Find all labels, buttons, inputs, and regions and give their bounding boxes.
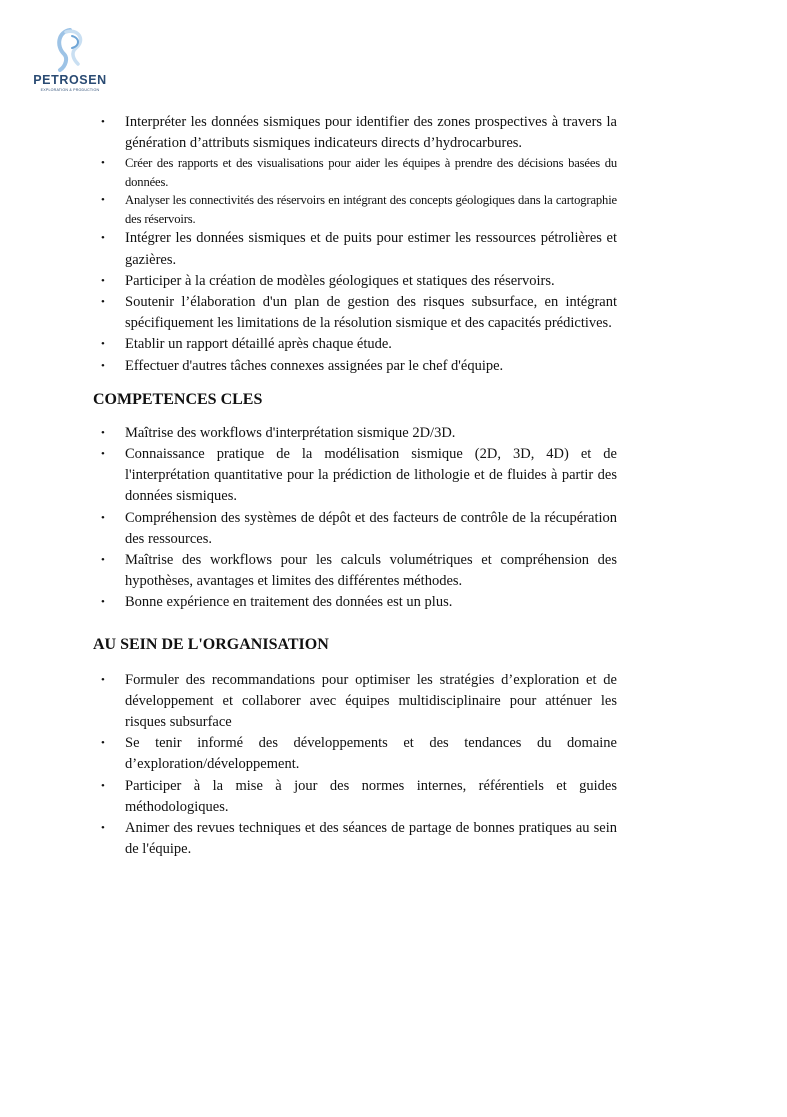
list-item: • Maîtrise des workflows d'interprétation sismique 2D/3D.: [93, 423, 617, 444]
list-item: • Effectuer d'autres tâches connexes assignées par le chef d'équipe.: [93, 356, 617, 377]
section-heading-competences: COMPETENCES CLES: [93, 390, 263, 408]
list-item: • Animer des revues techniques et des séances de partage de bonnes pratiques au sein de l'équipe.: [101, 820, 617, 858]
bullet-icon: •: [101, 448, 105, 461]
bullet-icon: •: [101, 359, 105, 372]
petrosen-logo: [30, 26, 110, 98]
bullet-icon: •: [101, 822, 105, 835]
section-heading-organisation: AU SEIN DE L'ORGANISATION: [93, 635, 329, 653]
list-item: • Se tenir informé des développements et des tendances du domaine d’exploration/développement.: [101, 735, 617, 773]
organisation-list: [93, 670, 617, 861]
list-item: • Connaissance pratique de la modélisation sismique (2D, 3D, 4D) et de l'interprétation quantitative pour la prédiction de lithologie et de fluides à partir des données sismiques.: [101, 446, 617, 505]
petrosen-flame-icon: [48, 26, 92, 72]
list-item: • Participer à la mise à jour des normes internes, référentiels et guides méthodologiques.: [101, 777, 617, 815]
bullet-icon: •: [101, 511, 105, 524]
list-item: • Créer des rapports et des visualisations pour aider les équipes à prendre des décisions basées du données.: [101, 156, 617, 189]
responsibilities-list: [93, 112, 617, 377]
bullet-icon: •: [101, 116, 105, 128]
bullet-icon: •: [101, 296, 105, 309]
list-item: • Intégrer les données sismiques et de puits pour estimer les ressources pétrolières et gazières.: [101, 230, 617, 268]
bullet-icon: •: [101, 157, 105, 170]
competences-list: [93, 423, 617, 614]
list-item: • Participer à la création de modèles géologiques et statiques des réservoirs.: [93, 271, 617, 292]
bullet-icon: •: [101, 232, 105, 245]
bullet-icon: •: [101, 737, 105, 750]
list-item: • Formuler des recommandations pour optimiser les stratégies d’exploration et de développement et collaborer avec équipes multidisciplinaire pour atténuer les risques subsurface: [101, 671, 617, 731]
list-item: • Interpréter les données sismiques pour identifier des zones prospectives à travers la génération d’attributs sismiques indicateurs directs d’hydrocarbures.: [101, 114, 617, 152]
bullet-icon: •: [101, 426, 105, 439]
list-item: • Compréhension des systèmes de dépôt et des facteurs de contrôle de la récupération des ressources.: [101, 509, 617, 547]
logo-subtitle: EXPLORATION & PRODUCTION: [40, 88, 100, 92]
bullet-icon: •: [101, 779, 105, 792]
bullet-icon: •: [101, 554, 105, 567]
bullet-icon: •: [101, 194, 105, 207]
logo-name: PETROSEN: [33, 73, 107, 87]
bullet-icon: •: [101, 596, 105, 609]
list-item: • Soutenir l’élaboration d'un plan de gestion des risques subsurface, en intégrant spécifiquement les limitations de la résolution sismique et des capacités prédictives.: [101, 294, 617, 332]
list-item: • Maîtrise des workflows pour les calculs volumétriques et compréhension des hypothèses, avantages et limites des différentes méthodes.: [101, 552, 617, 590]
bullet-icon: •: [101, 338, 105, 351]
document-body: [93, 112, 617, 860]
list-item: • Bonne expérience en traitement des données est un plus.: [93, 592, 617, 613]
list-item: • Etablir un rapport détaillé après chaque étude.: [93, 334, 617, 355]
bullet-icon: •: [101, 673, 105, 686]
bullet-icon: •: [101, 274, 105, 287]
list-item: • Analyser les connectivités des réservoirs en intégrant des concepts géologiques dans la cartographie des réservoirs.: [101, 193, 617, 226]
